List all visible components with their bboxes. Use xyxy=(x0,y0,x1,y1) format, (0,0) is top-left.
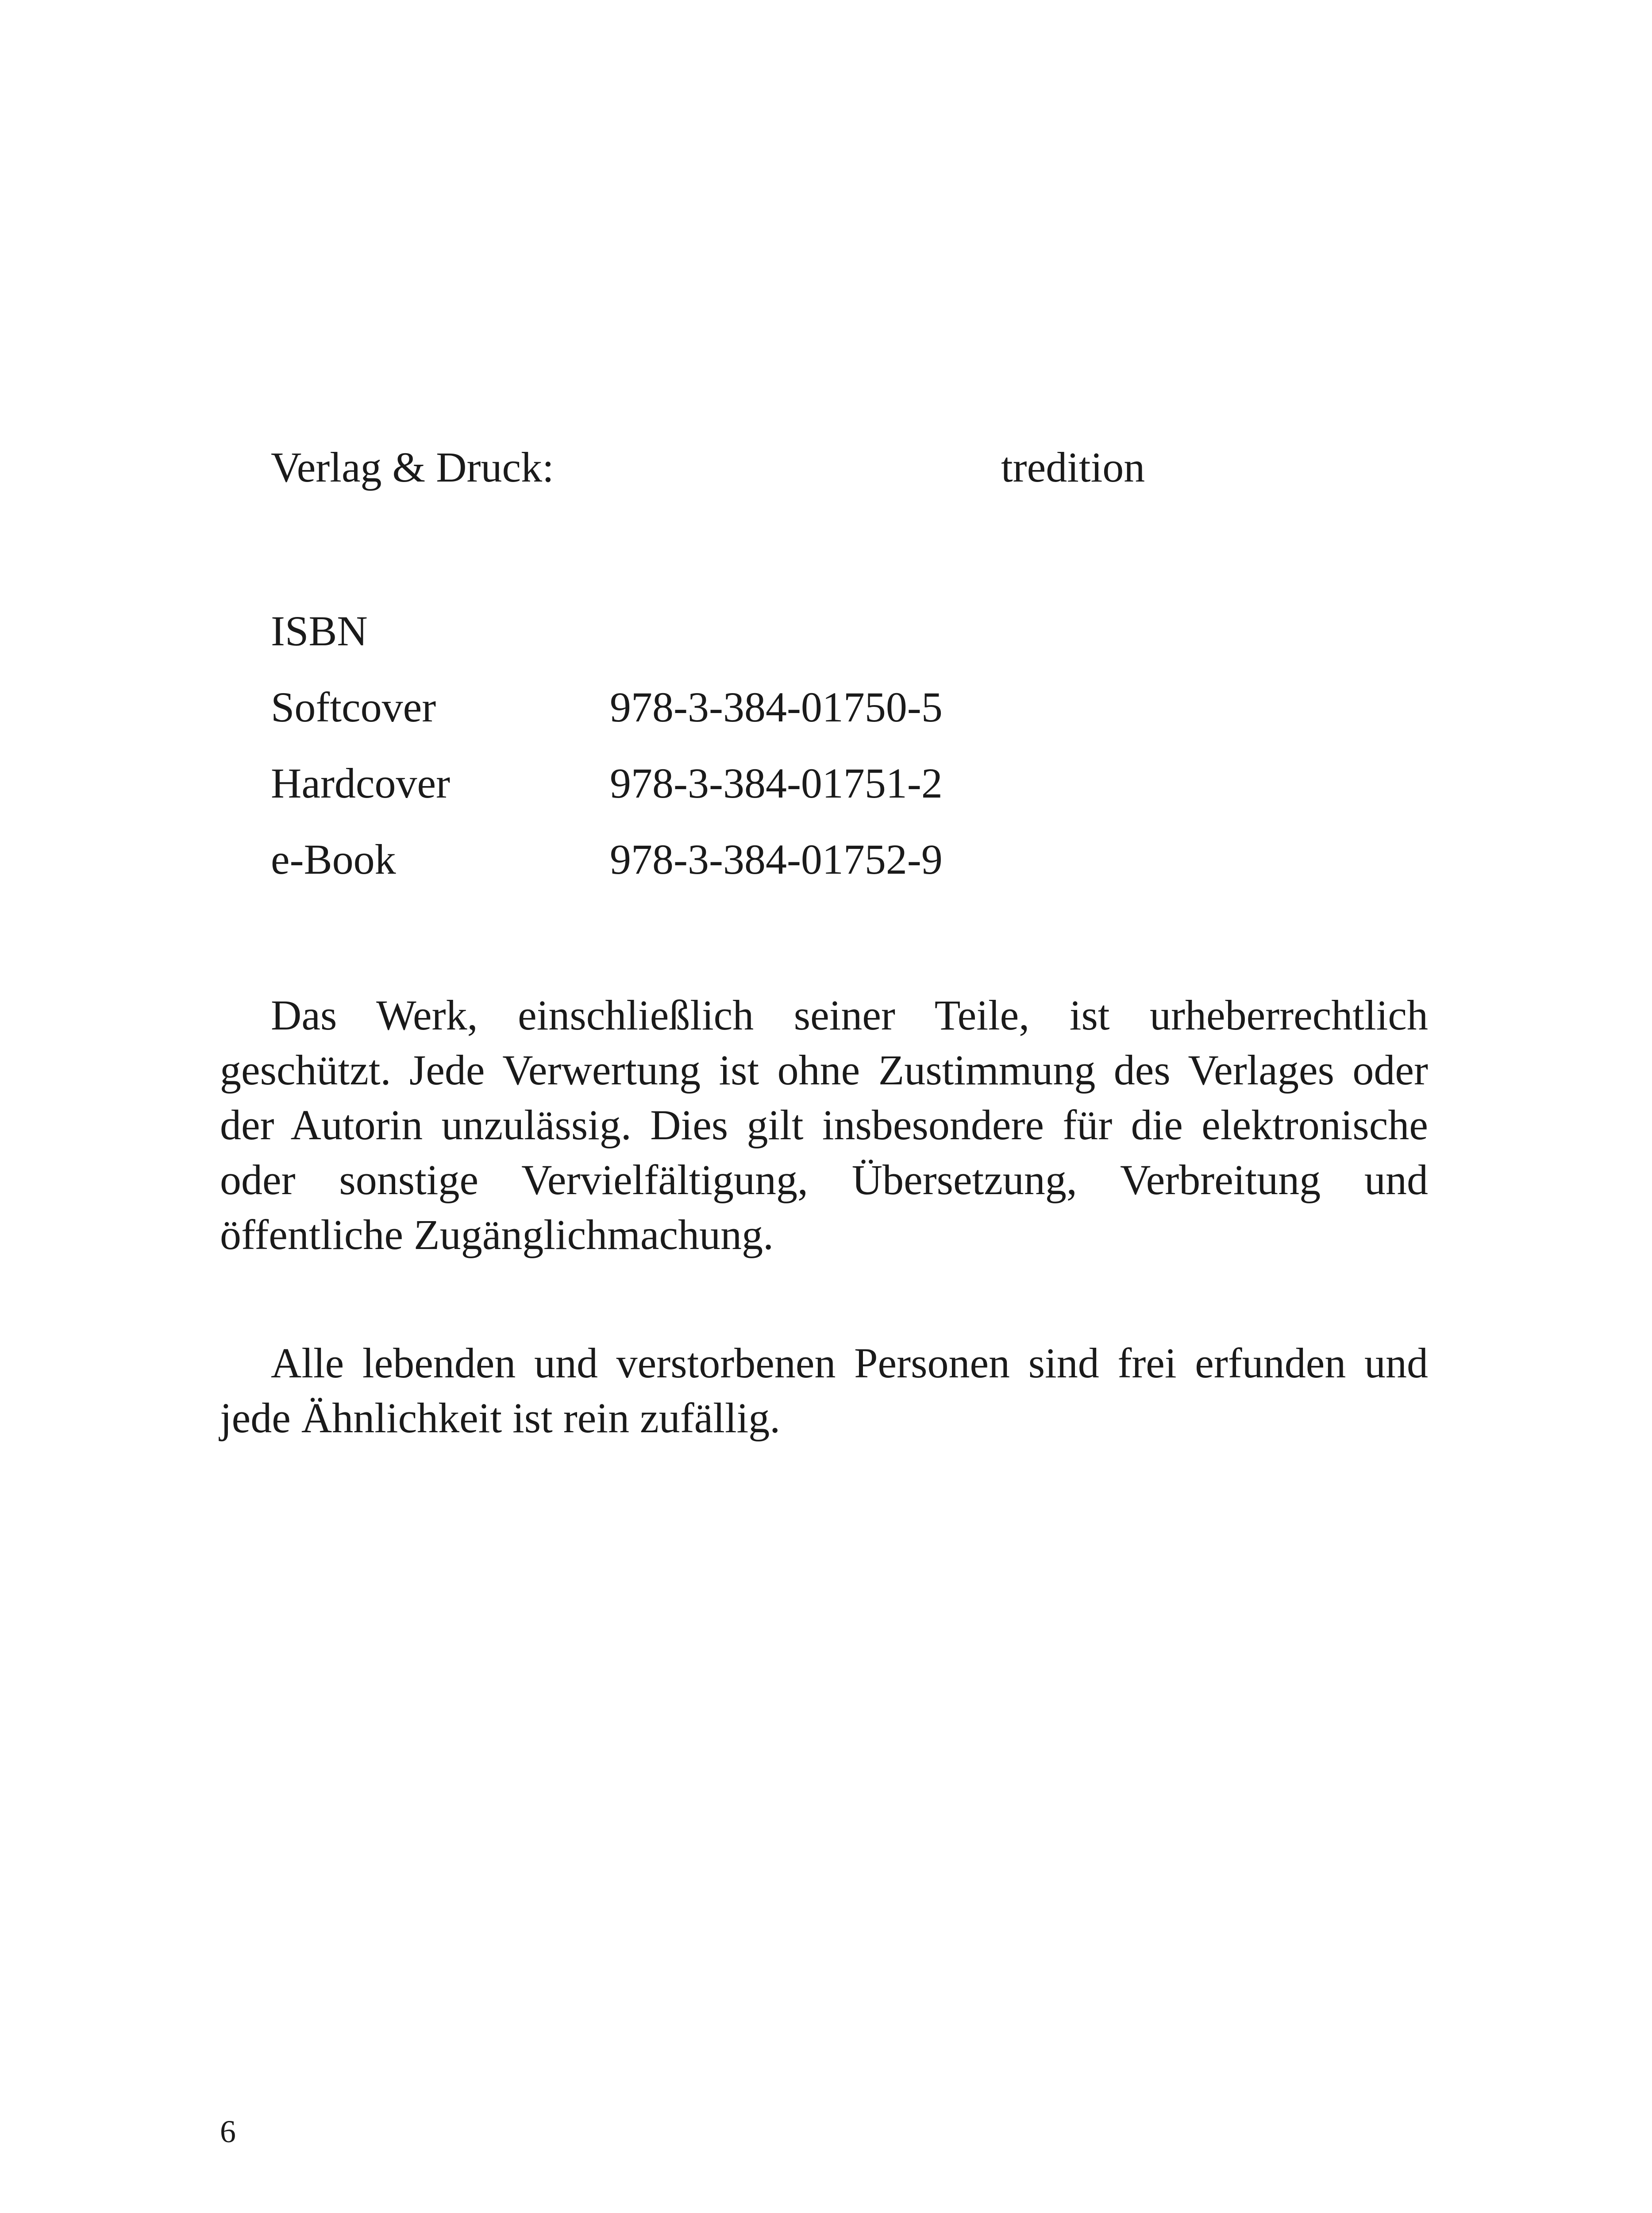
isbn-format-hardcover: Hardcover xyxy=(271,760,451,807)
publisher-value: tredition xyxy=(1001,443,1145,491)
isbn-number-ebook: 978-3-384-01752-9 xyxy=(610,836,943,883)
publisher-label: Verlag & Druck: xyxy=(271,443,554,491)
isbn-format-softcover: Softcover xyxy=(271,683,436,731)
copyright-paragraph: Das Werk, einschließlich seiner Teile, ist urheberrechtlich geschützt. Jede Verwertung ist ohne Zustimmung des Verlages oder der Autorin unzulässig. Dies gilt insbesondere für die elektronische oder sonstige Vervielfältigung, Übersetzung, Verbreitung und öffentliche Zugänglichmachung. xyxy=(220,991,1428,1258)
isbn-heading: ISBN xyxy=(271,607,368,655)
fiction-disclaimer-paragraph: Alle lebenden und verstorbenen Personen sind frei erfunden und jede Ähnlichkeit ist rein zufällig. xyxy=(220,1339,1428,1442)
isbn-format-ebook: e-Book xyxy=(271,836,396,883)
page-number: 6 xyxy=(220,2114,236,2149)
isbn-number-hardcover: 978-3-384-01751-2 xyxy=(610,760,943,807)
isbn-number-softcover: 978-3-384-01750-5 xyxy=(610,683,943,731)
